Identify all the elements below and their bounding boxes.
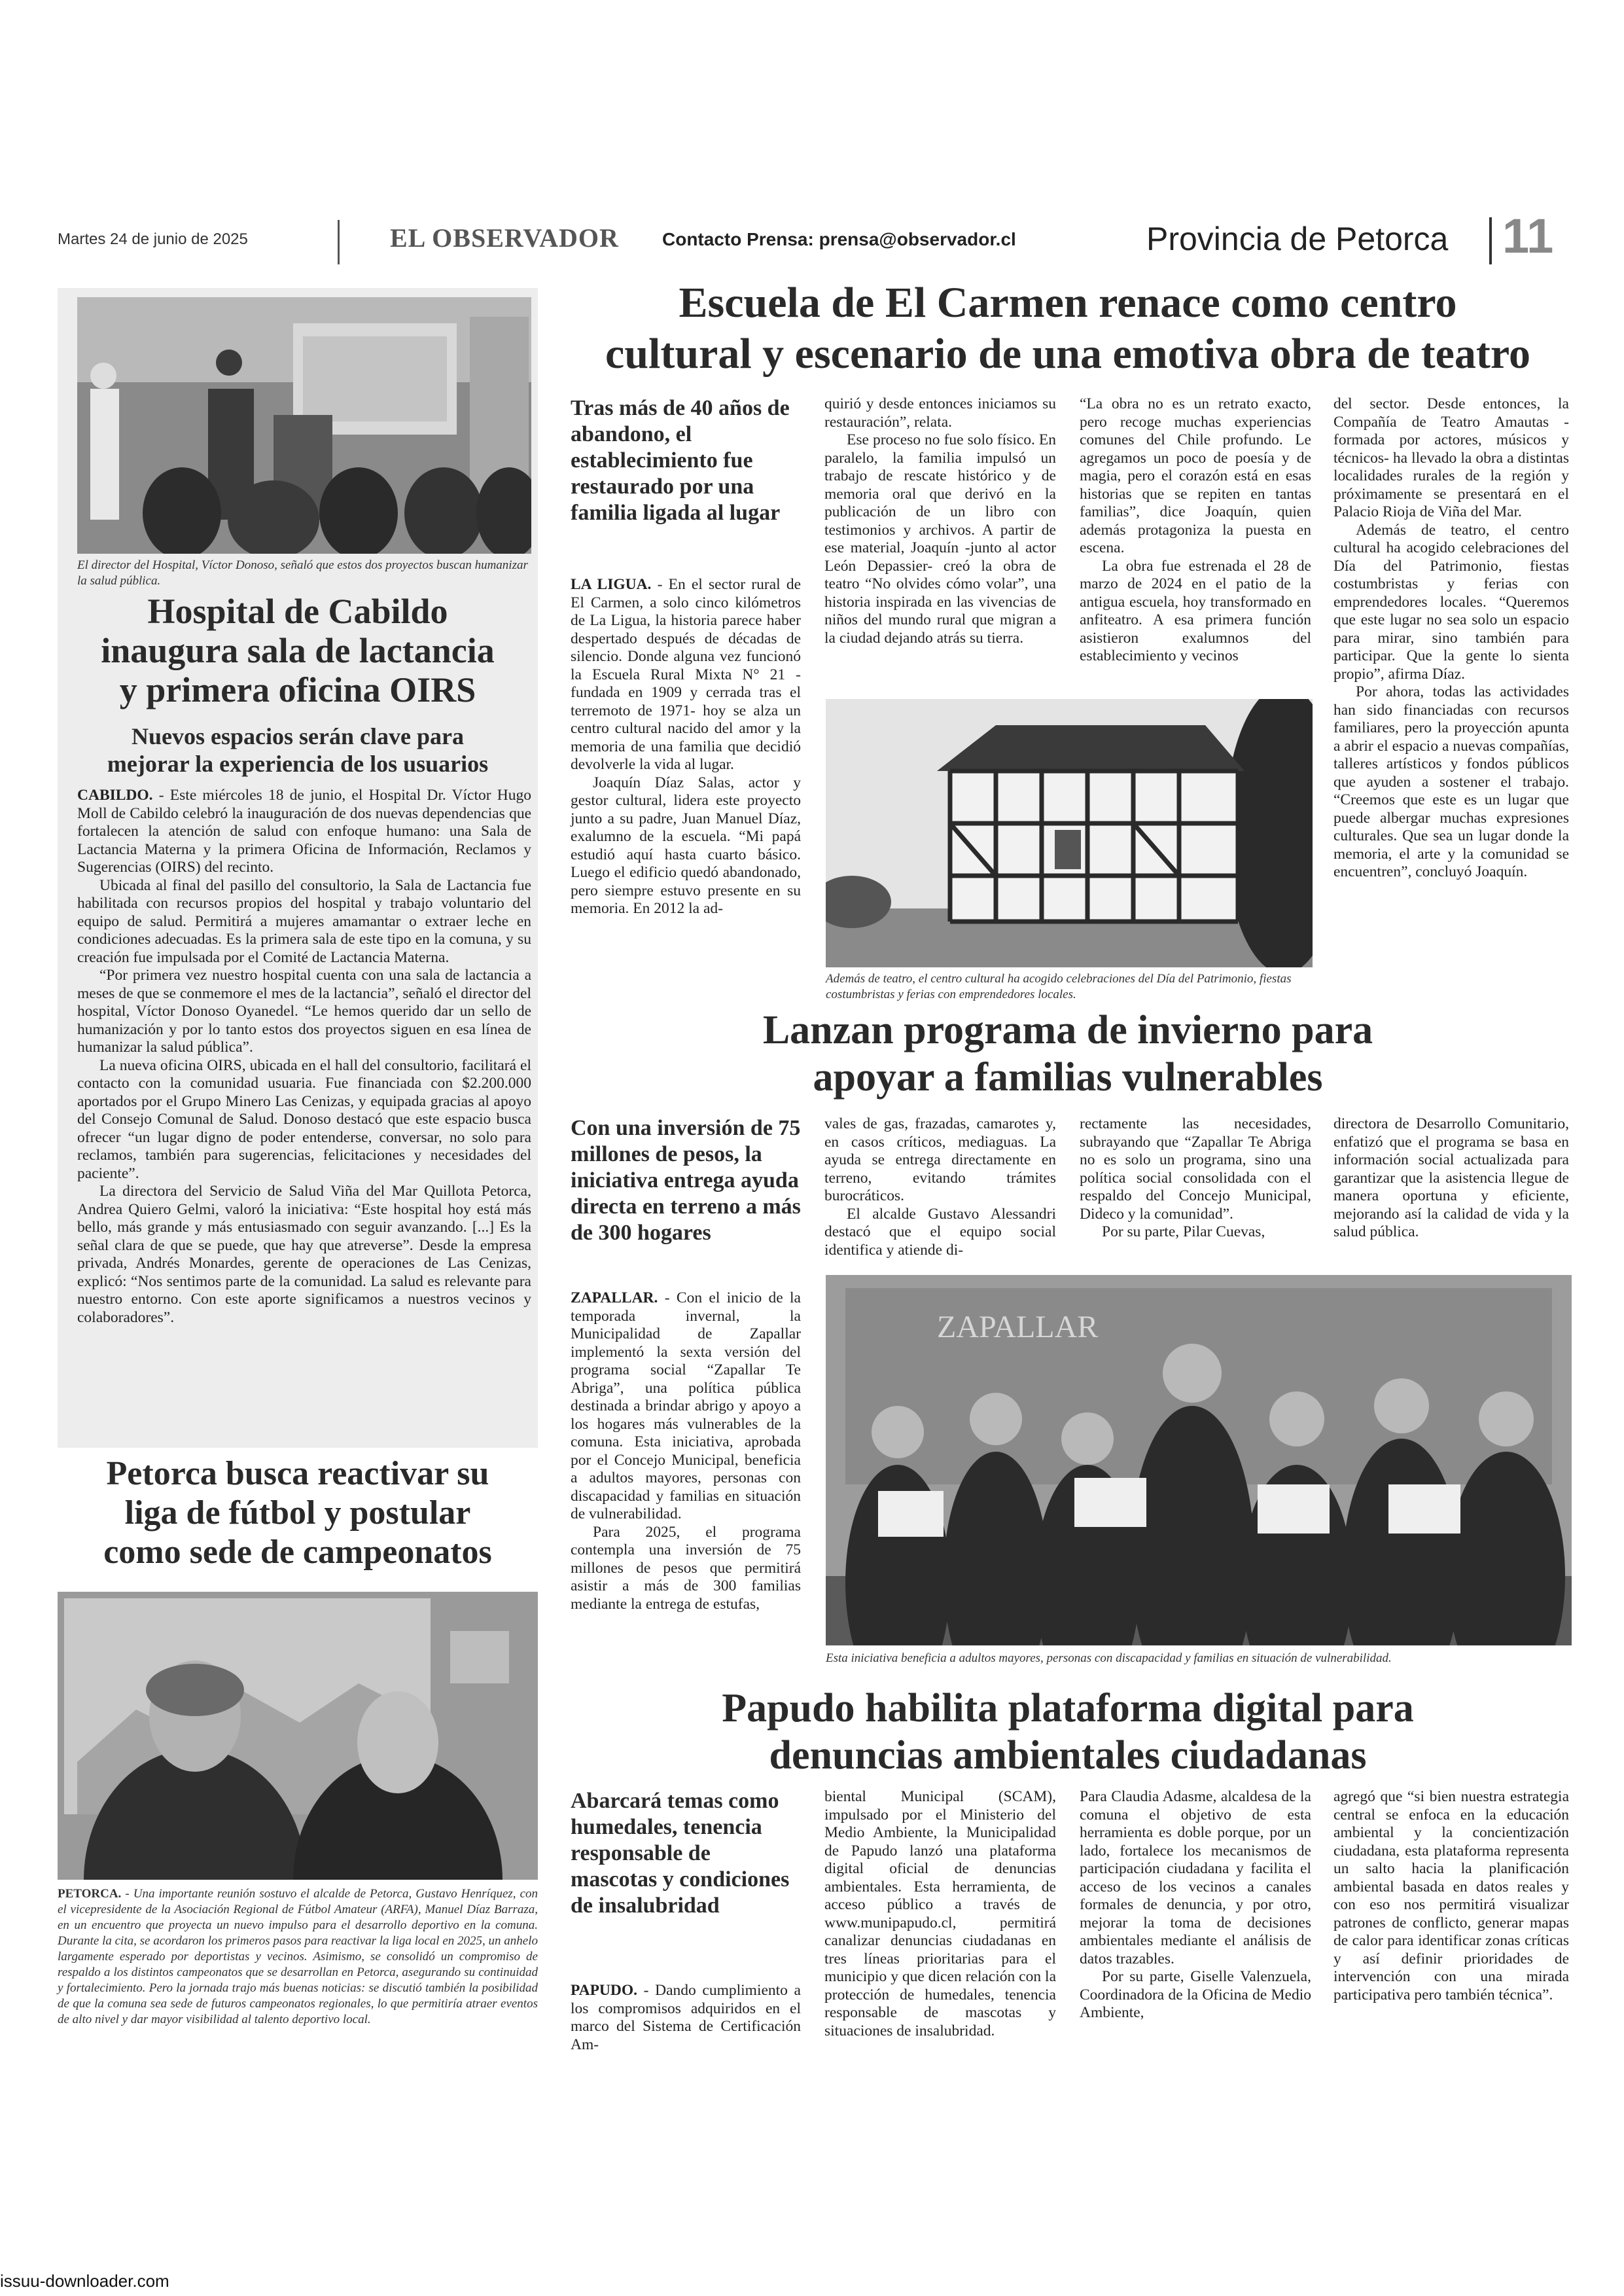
invierno-photo-caption: Esta iniciativa beneficia a adultos mayores, personas con discapacidad y familias en situación de vulnerabilidad. (826, 1651, 1392, 1665)
hospital-paragraph: - Este miércoles 18 de junio, el Hospital Dr. Víctor Hugo Moll de Cabildo celebró la inauguración de dos nuevas dependencias que fortalecen la atención de salud con enfoque humano: una Sala de Lactancia Materna y la primera Oficina de Información, Reclamos y Sugerencias (OIRS) del recinto. (77, 787, 531, 876)
page-number: 11 (1502, 209, 1554, 263)
hospital-dateline: CABILDO. (77, 787, 153, 804)
hospital-paragraph: La directora del Servicio de Salud Viña del Mar Quillota Petorca, Andrea Quiero Gelmi, valoró la iniciativa: “Este hospital hoy está más bello, más grande y más entusiasmado con seguir avanzando. [...] Es la señal clara de que se puede, que hay que atreverse”. Desde la empresa privada, Andrés Monardes, gerente de operaciones de Las Cenizas, explicó: “Nos sentimos parte de la comunidad. La salud es relevante para nuestro entorno. Con este aporte significamos a nuestros vecinos y colaboradores”. (77, 1183, 531, 1326)
escuela-paragraph: La obra fue estrenada el 28 de marzo de 2024 en el patio de la antigua escuela, hoy transformado en anfiteatro. A esa primera función asistieron exalumnos del establecimiento y vecinos (1080, 557, 1311, 664)
escuela-paragraph: - En el sector rural de El Carmen, a solo cinco kilómetros de La Ligua, la historia parece haber despertado después de décadas de silencio. Donde alguna vez funcionó la Escuela Rural Mixta N° 21 -fundada en 1909 y cerrada tras el terremoto de 1971- hoy se alza un centro cultural nacido del amor y la memoria de una familia que decidió devolverle la vida al lugar. (571, 576, 801, 773)
page-number-divider (1489, 217, 1492, 264)
invierno-headline-line: apoyar a familias vulnerables (813, 1055, 1323, 1100)
invierno-photo (826, 1275, 1572, 1645)
hospital-paragraph: “Por primera vez nuestro hospital cuenta con una sala de lactancia a meses de que se conmemore el mes de la lactancia”, señaló el director del hospital, Víctor Donoso Oyanedel. “Le hemos querido dar un sello de humanización y por lo tanto estos dos proyectos siguen en esa línea de humanizar la salud pública”. (77, 967, 531, 1056)
papudo-paragraph: biental Municipal (SCAM), impulsado por el Ministerio del Medio Ambiente, la Municipalidad de Papudo lanzó una plataforma digital oficial de denuncias ambientales. Esta herramienta, de acceso público a través de www.munipapudo.cl, permitirá canalizar denuncias ciudadanas en tres líneas prioritarias para el municipio y que dicen relación con la protección de humedales, tenencia responsable de mascotas y situaciones de insalubridad. (824, 1788, 1056, 2039)
escuela-col-3 (1080, 395, 1311, 666)
invierno-col-1 (571, 1289, 801, 1613)
papudo-paragraph: Para Claudia Adasme, alcaldesa de la comuna el objetivo de esta herramienta es doble porque, por un lado, fortalece los mecanismos de participación ciudadana y facilita el acceso de los vecinos a canales formales de denuncia, y por otro, mejorar la toma de decisiones ambientales mediante el análisis de datos trazables. (1080, 1788, 1311, 1967)
papudo-col-4 (1333, 1788, 1569, 2004)
escuela-headline-line: cultural y escenario de una emotiva obra de teatro (605, 330, 1530, 378)
papudo-dateline: PAPUDO. (571, 1982, 638, 1999)
petorca-headline-line: liga de fútbol y postular (124, 1494, 471, 1532)
escuela-photo-caption: Además de teatro, el centro cultural ha acogido celebraciones del Día del Patrimonio, fiestas costumbristas y ferias con emprendedores locales. (826, 972, 1292, 1001)
escuela-paragraph: del sector. Desde entonces, la Compañía de Teatro Amautas -formada por actores, músicos y técnicos- ha llevado la obra a distintas localidades rurales de la región y próximamente se presentará en el Palacio Rioja de Viña del Mar. (1333, 395, 1569, 520)
escuela-dateline: LA LIGUA. (571, 576, 652, 593)
invierno-paragraph: - Con el inicio de la temporada invernal, la Municipalidad de Zapallar implementó la sexta versión del programa social “Zapallar Te Abriga”, una política pública destinada a brindar abrigo y apoyo a los hogares más vulnerables de la comuna. Esta iniciativa, aprobada por el Concejo Municipal, beneficia a adultos mayores, personas con discapacidad y familias en situación de vulnerabilidad. (571, 1289, 801, 1522)
invierno-headline-line: Lanzan programa de invierno para (762, 1008, 1373, 1052)
hospital-headline-line: inaugura sala de lactancia (101, 631, 495, 670)
escuela-paragraph: Además de teatro, el centro cultural ha acogido celebraciones del Día del Patrimonio, fiestas costumbristas y ferias con emprendedores locales. “Queremos que este lugar no sea solo un espacio para mirar, sino también para participar. Que la gente lo sienta propio”, afirma Díaz. (1333, 521, 1569, 683)
papudo-headline (564, 1685, 1572, 1779)
papudo-headline-line: denuncias ambientales ciudadanas (769, 1733, 1367, 1778)
petorca-headline (58, 1454, 538, 1572)
petorca-headline-line: como sede de campeonatos (103, 1534, 492, 1571)
issue-date: Martes 24 de junio de 2025 (58, 230, 248, 248)
escuela-col-4 (1333, 395, 1569, 882)
invierno-paragraph: El alcalde Gustavo Alessandri destacó que el equipo social identifica y atiende di- (824, 1205, 1056, 1259)
hospital-headline (58, 592, 538, 709)
escuela-headline (564, 278, 1572, 380)
petorca-dateline: PETORCA. (58, 1887, 122, 1901)
invierno-paragraph: Por su parte, Pilar Cuevas, (1102, 1223, 1265, 1240)
escuela-photo (826, 699, 1313, 967)
escuela-col-2 (824, 395, 1056, 647)
papudo-col-1 (571, 1982, 801, 2054)
invierno-deck: Con una inversión de 75 millones de pesos, la iniciativa entrega ayuda directa en terreno a más de 300 hogares (571, 1116, 801, 1245)
petorca-caption-text: - Una importante reunión sostuvo el alcalde de Petorca, Gustavo Henríquez, con el vicepresidente de la Asociación Regional de Fútbol Amateur (ARFA), Manuel Díaz Barraza, en un encuentro que proyecta un nuevo impulso para el desarrollo deportivo en la comuna. Durante la cita, se acordaron los primeros pasos para reactivar la liga local en 2025, un anhelo largamente esperado por deportistas y vecinos. Asimismo, se consolidó un compromiso de respaldo a los distintos campeonatos que se desarrollan en Petorca, asegurando su continuidad y fortalecimiento. Pero la jornada trajo más buenas noticias: se discutió también la posibilidad de que la comuna sea sede de futuros campeonatos regionales, lo que permitiría atraer eventos de alto nivel y dar mayor visibilidad al talento deportivo local. (58, 1887, 538, 2026)
invierno-backdrop-text: ZAPALLAR (937, 1310, 1099, 1344)
download-watermark: issuu-downloader.com (0, 2271, 169, 2291)
escuela-deck: Tras más de 40 años de abandono, el establecimiento fue restaurado por una familia ligada al lugar (571, 396, 790, 525)
escuela-paragraph: quirió y desde entonces iniciamos su restauración”, relata. (824, 395, 1056, 431)
hospital-subhead-line: Nuevos espacios serán clave para (132, 723, 464, 749)
papudo-headline-line: Papudo habilita plataforma digital para (722, 1686, 1414, 1731)
papudo-paragraph: Por su parte, Giselle Valenzuela, Coordinadora de la Oficina de Medio Ambiente, (1080, 1968, 1311, 2021)
hospital-paragraph: La nueva oficina OIRS, ubicada en el hall del consultorio, facilitará el contacto con la comunidad usuaria. Fue financiada con $2.200.000 aportados por el Grupo Minero Las Cenizas, y equipada gracias al apoyo del Consejo Comunal de Salud. Donoso destacó que este espacio busca ofrecer “un lugar digno de poder entenderse, conversar, no solo para reclamos, también para sugerencias, felicitaciones y necesidades del paciente”. (77, 1056, 531, 1182)
papudo-col-2 (824, 1788, 1056, 2040)
papudo-paragraph: - Dando cumplimiento a los compromisos adquiridos en el marco del Sistema de Certificación Am- (571, 1982, 801, 2053)
press-contact: Contacto Prensa: prensa@observador.cl (662, 229, 1016, 249)
hospital-headline-line: y primera oficina OIRS (119, 670, 476, 709)
petorca-caption (58, 1886, 538, 2028)
hospital-subhead-line: mejorar la experiencia de los usuarios (107, 751, 489, 777)
hospital-paragraph: Ubicada al final del pasillo del consultorio, la Sala de Lactancia fue habilitada con recursos propios del hospital y trabajo voluntario del equipo de salud. Permitirá a mujeres amamantar o extraer leche en condiciones adecuadas. Es la primera sala de este tipo en la comuna, y su creación fue impulsada por el Comité de Lactancia Materna. (77, 876, 531, 966)
escuela-col-1 (571, 576, 801, 918)
hospital-subheadline (58, 723, 538, 778)
petorca-headline-line: Petorca busca reactivar su (106, 1455, 489, 1492)
hospital-photo-caption: El director del Hospital, Víctor Donoso, señaló que estos dos proyectos buscan humanizar la salud pública. (77, 558, 528, 588)
escuela-paragraph: Ese proceso no fue solo físico. En paralelo, la familia impulsó un trabajo de rescate histórico y de memoria oral que derivó en la publicación de un libro con testimonios y archivos. A partir de ese material, Joaquín -junto al actor León Depassier- creó la obra de teatro “No olvides cómo volar”, una historia inspirada en las vivencias de niños del mundo rural que migran a la ciudad dejando atrás su tierra. (824, 431, 1056, 647)
petorca-photo (58, 1592, 538, 1880)
invierno-col-2 (824, 1115, 1056, 1259)
invierno-col-3 (1080, 1115, 1311, 1242)
papudo-paragraph: agregó que “si bien nuestra estrategia central se enfoca en la educación ambiental y la concientización ciudadana, esta plataforma representa un salto hacia la planificación ambiental basada en datos reales y con eso nos permitirá visualizar patrones de conflicto, generar mapas de calor para identificar zonas críticas y así definir prioridades de intervención con una mirada participativa pero también técnica”. (1333, 1788, 1569, 2003)
invierno-col-4 (1333, 1115, 1569, 1242)
papudo-deck: Abarcará temas como humedales, tenencia responsable de mascotas y condiciones de insalubridad (571, 1789, 790, 1918)
newspaper-brand: EL OBSERVADOR (390, 223, 619, 253)
hospital-article-body (77, 787, 531, 1327)
invierno-paragraph: rectamente las necesidades, subrayando que “Zapallar Te Abriga no es solo un programa, sino una política social consolidada con el respaldo del Concejo Municipal, Dideco y la comunidad”. (1080, 1115, 1311, 1223)
section-name: Provincia de Petorca (1146, 221, 1449, 257)
invierno-paragraph: directora de Desarrollo Comunitario, enfatizó que el programa se basa en información social actualizada para garantizar que la asistencia llegue de manera oportuna y eficiente, mejorando así la calidad de vida y la salud pública. (1333, 1115, 1569, 1240)
escuela-paragraph: Por ahora, todas las actividades han sido financiadas con recursos familiares, pero la proyección apunta a abrir el espacio a nuevas compañías, talleres artísticos y fondos públicos que ayuden a sostener el trabajo. “Creemos que este es un lugar que puede albergar muchas expresiones culturales. Que sea un lugar donde la memoria, el arte y la comunidad se encuentren”, concluyó Joaquín. (1333, 683, 1569, 880)
escuela-paragraph: “La obra no es un retrato exacto, pero recoge muchas experiencias comunes del Chile profundo. Le agregamos un poco de poesía y de magia, pero el corazón está en esas historias que se repiten en tantas familias”, dice Joaquín, quien además protagoniza la puesta en escena. (1080, 395, 1311, 556)
invierno-paragraph: vales de gas, frazadas, camarotes y, en casos críticos, mediaguas. La ayuda se entrega directamente en terreno, evitando trámites burocráticos. (824, 1115, 1056, 1204)
hospital-headline-line: Hospital de Cabildo (147, 592, 448, 631)
papudo-col-3 (1080, 1788, 1311, 2022)
invierno-paragraph: Para 2025, el programa contempla una inversión de 75 millones de pesos que permitirá asistir a más de 300 familias mediante la entrega de estufas, (571, 1523, 801, 1613)
escuela-paragraph: Joaquín Díaz Salas, actor y gestor cultural, lidera este proyecto junto a su padre, Juan Manuel Díaz, exalumno de la escuela. “Mi papá estudió aquí hasta cuarto básico. Luego el edificio quedó abandonado, pero siempre estuvo presente en su memoria. En 2012 la ad- (571, 774, 801, 917)
hospital-photo (77, 297, 531, 554)
escuela-headline-line: Escuela de El Carmen renace como centro (679, 279, 1457, 327)
invierno-dateline: ZAPALLAR. (571, 1289, 658, 1306)
header-divider (338, 220, 340, 264)
invierno-headline (564, 1007, 1572, 1101)
